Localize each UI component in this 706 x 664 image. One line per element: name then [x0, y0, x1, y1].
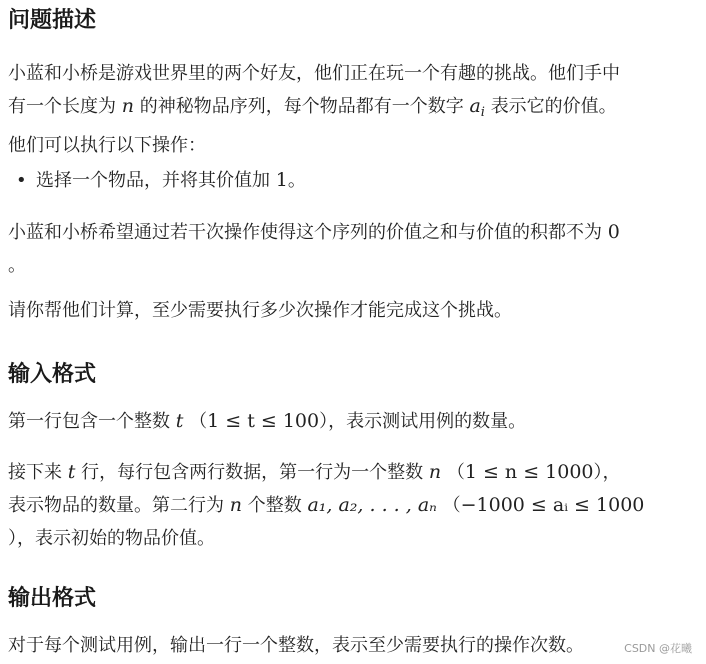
bullet-icon: •	[16, 170, 27, 191]
math-t: t	[175, 410, 184, 432]
problem-description-paragraph: 小蓝和小桥是游戏世界里的两个好友，他们正在玩一个有趣的挑战。他们手中 有一个长度为 n 的神秘物品序列，每个物品都有一个数字 $a_i$ 表示它的价值。 他们可以执行以下操作：	[8, 63, 620, 156]
csdn-watermark: CSDN @花曦	[624, 642, 692, 655]
math-n: n	[121, 95, 134, 117]
output-paragraph: 对于每个测试用例，输出一行一个整数，表示至少需要执行的操作次数。	[8, 635, 584, 656]
math-a-i: $a_i$	[469, 95, 485, 120]
operation-list	[8, 164, 306, 197]
input-format-heading: 输入格式	[8, 362, 97, 387]
input-line2-paragraph: 接下来 t 行，每行包含两行数据，第一行为一个整数 n （1 ≤ n ≤ 1000）， 表示物品的数量。第二行为 n 个整数 a₁, a₂, . . . , aₙ （−1000 ≤ aᵢ ≤ 1000 ），表示初始的物品价值。	[8, 461, 645, 549]
math-t-range: 1 ≤ t ≤ 100	[207, 410, 320, 432]
request-paragraph: 请你帮他们计算，至少需要执行多少次操作才能完成这个挑战。	[8, 300, 512, 321]
math-sequence: a₁, a₂, . . . , aₙ	[307, 494, 437, 516]
math-t: t	[67, 461, 76, 483]
input-line1-paragraph: 第一行包含一个整数 t （1 ≤ t ≤ 100），表示测试用例的数量。	[8, 410, 527, 432]
goal-paragraph: 小蓝和小桥希望通过若干次操作使得这个序列的价值之和与价值的积都不为 0 。	[8, 221, 620, 276]
math-n-range: 1 ≤ n ≤ 1000	[464, 461, 594, 483]
math-one: 1	[275, 169, 288, 191]
output-format-heading: 输出格式	[8, 586, 97, 611]
problem-description-heading: 问题描述	[8, 8, 97, 33]
math-zero: 0	[607, 221, 620, 243]
math-n: n	[229, 494, 242, 516]
math-n: n	[428, 461, 442, 483]
list-item: • 选择一个物品，并将其价值加 1。	[36, 164, 306, 197]
math-a-range: −1000 ≤ aᵢ ≤ 1000	[460, 494, 645, 516]
